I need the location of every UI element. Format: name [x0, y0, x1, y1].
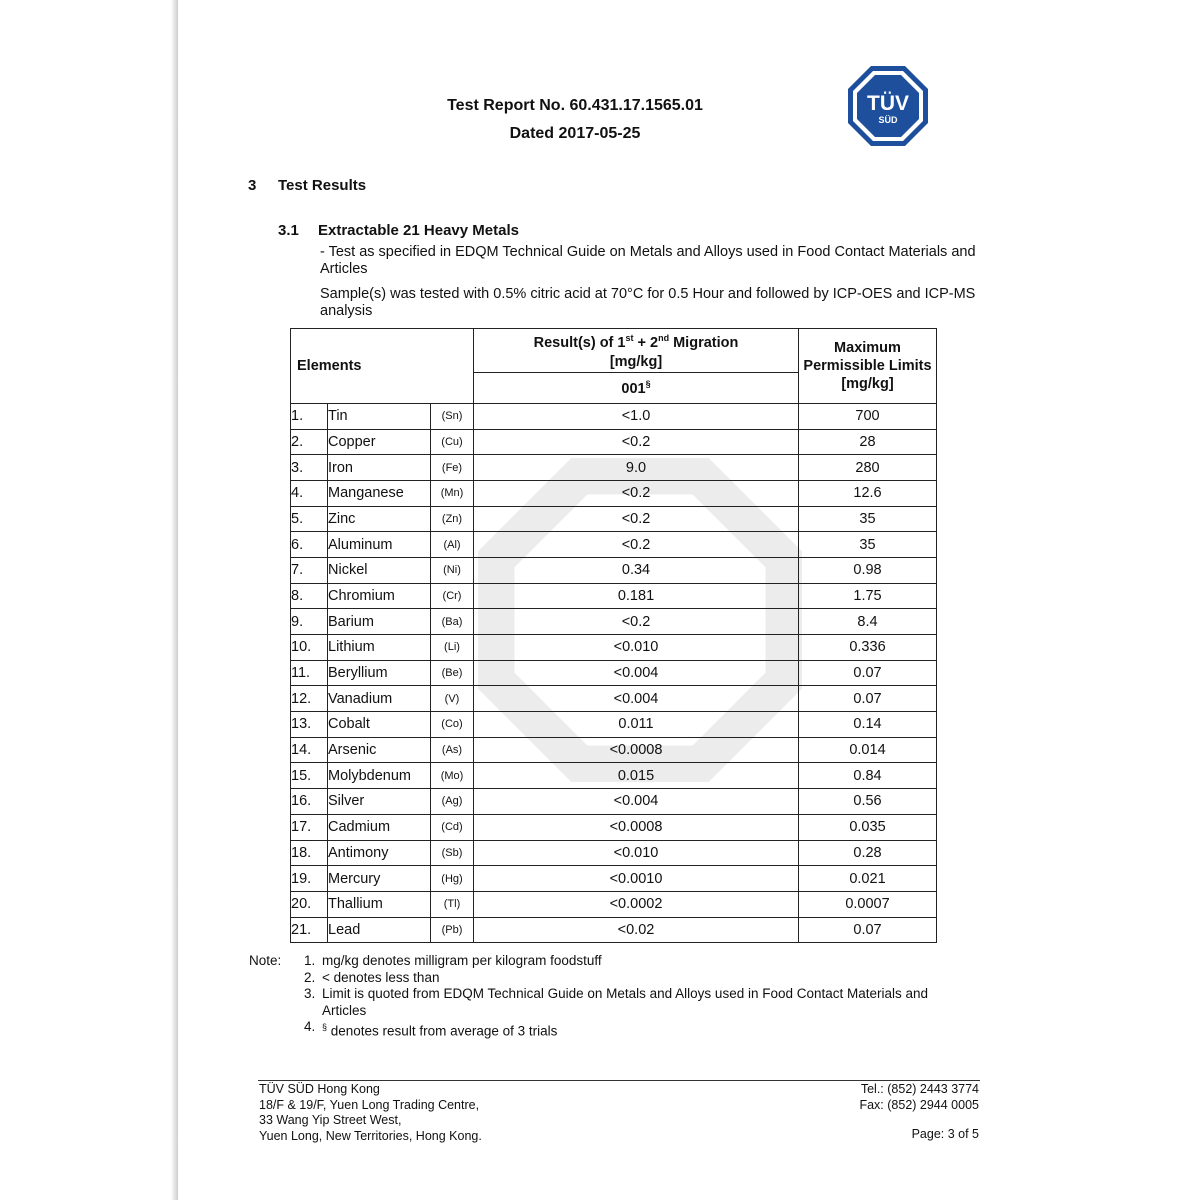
element-name: Arsenic — [328, 737, 431, 763]
limit-value: 8.4 — [799, 609, 937, 635]
result-value: <0.0002 — [474, 891, 799, 917]
element-symbol: (Li) — [431, 635, 474, 661]
element-symbol: (Sn) — [431, 403, 474, 429]
limit-value: 12.6 — [799, 480, 937, 506]
element-name: Zinc — [328, 506, 431, 532]
element-symbol: (Pb) — [431, 917, 474, 943]
row-number: 3. — [291, 455, 328, 481]
header-result: Result(s) of 1st + 2nd Migration [mg/kg] — [474, 329, 799, 373]
footer-addr-line: Yuen Long, New Territories, Hong Kong. — [259, 1128, 482, 1143]
table-row — [291, 480, 937, 506]
note-item: 2. < denotes less than — [304, 969, 440, 985]
limit-value: 0.84 — [799, 763, 937, 789]
tuv-sud-logo — [846, 64, 930, 148]
row-number: 9. — [291, 609, 328, 635]
section-heading — [248, 177, 366, 194]
subsection-title: Extractable 21 Heavy Metals — [318, 222, 519, 239]
element-symbol: (Ni) — [431, 557, 474, 583]
table-row — [291, 866, 937, 892]
result-value: <0.004 — [474, 789, 799, 815]
result-value: <0.2 — [474, 480, 799, 506]
element-symbol: (V) — [431, 686, 474, 712]
section-title: Test Results — [278, 177, 367, 194]
table-row — [291, 712, 937, 738]
table-row — [291, 840, 937, 866]
table-row — [291, 814, 937, 840]
table-row — [291, 532, 937, 558]
element-name: Copper — [328, 429, 431, 455]
note-item: 4. § denotes result from average of 3 trials — [304, 1019, 558, 1039]
element-symbol: (Mn) — [431, 480, 474, 506]
element-name: Tin — [328, 403, 431, 429]
limit-value: 0.021 — [799, 866, 937, 892]
notes-label: Note: — [249, 953, 282, 968]
result-value: <0.2 — [474, 532, 799, 558]
element-name: Lithium — [328, 635, 431, 661]
result-value: <0.02 — [474, 917, 799, 943]
row-number: 13. — [291, 712, 328, 738]
limit-value: 0.336 — [799, 635, 937, 661]
result-value: 0.34 — [474, 557, 799, 583]
header-sample-id: 001§ — [474, 372, 799, 403]
limit-value: 35 — [799, 506, 937, 532]
limit-value: 0.56 — [799, 789, 937, 815]
header-elements: Elements — [291, 329, 474, 404]
element-symbol: (Sb) — [431, 840, 474, 866]
element-name: Manganese — [328, 480, 431, 506]
limit-value: 700 — [799, 403, 937, 429]
subsection-number: 3.1 — [278, 222, 299, 239]
limit-value: 0.07 — [799, 917, 937, 943]
table-row — [291, 686, 937, 712]
row-number: 21. — [291, 917, 328, 943]
limit-value: 0.98 — [799, 557, 937, 583]
limit-value: 0.28 — [799, 840, 937, 866]
row-number: 14. — [291, 737, 328, 763]
note-item: 1. mg/kg denotes milligram per kilogram foodstuff — [304, 953, 602, 968]
row-number: 7. — [291, 557, 328, 583]
report-date: Dated 2017-05-25 — [509, 125, 641, 142]
result-value: <0.2 — [474, 609, 799, 635]
limit-value: 28 — [799, 429, 937, 455]
row-number: 4. — [291, 480, 328, 506]
row-number: 17. — [291, 814, 328, 840]
limit-value: 0.0007 — [799, 891, 937, 917]
header-max-limits: Maximum Permissible Limits [mg/kg] — [799, 329, 937, 404]
table-row — [291, 891, 937, 917]
table-row — [291, 506, 937, 532]
element-symbol: (Cu) — [431, 429, 474, 455]
header-result-unit: [mg/kg] — [609, 353, 663, 370]
element-name: Antimony — [328, 840, 431, 866]
table-row — [291, 789, 937, 815]
report-number: Test Report No. 60.431.17.1565.01 — [447, 97, 703, 114]
element-name: Beryllium — [328, 660, 431, 686]
table-row — [291, 429, 937, 455]
element-name: Cadmium — [328, 814, 431, 840]
table-row — [291, 737, 937, 763]
element-name: Molybdenum — [328, 763, 431, 789]
table-row — [291, 455, 937, 481]
footer-addr-line: 18/F & 19/F, Yuen Long Trading Centre, — [259, 1097, 480, 1112]
row-number: 15. — [291, 763, 328, 789]
limit-value: 0.07 — [799, 660, 937, 686]
table-row — [291, 403, 937, 429]
row-number: 10. — [291, 635, 328, 661]
limit-value: 280 — [799, 455, 937, 481]
table-row — [291, 660, 937, 686]
result-value: 0.015 — [474, 763, 799, 789]
element-name: Nickel — [328, 557, 431, 583]
table-row — [291, 917, 937, 943]
row-number: 6. — [291, 532, 328, 558]
table-row — [291, 557, 937, 583]
logo-sud-text: SÜD — [878, 115, 898, 125]
element-symbol: (Ba) — [431, 609, 474, 635]
element-symbol: (Hg) — [431, 866, 474, 892]
result-value: <0.2 — [474, 506, 799, 532]
limit-value: 0.14 — [799, 712, 937, 738]
limit-value: 35 — [799, 532, 937, 558]
section-number: 3 — [248, 177, 257, 194]
element-name: Thallium — [328, 891, 431, 917]
element-name: Aluminum — [328, 532, 431, 558]
limit-value: 0.035 — [799, 814, 937, 840]
result-value: <0.2 — [474, 429, 799, 455]
element-symbol: (As) — [431, 737, 474, 763]
report-header — [395, 92, 755, 148]
footer-fax: Fax: (852) 2944 0005 — [859, 1097, 979, 1112]
limit-value: 0.07 — [799, 686, 937, 712]
result-value: <1.0 — [474, 403, 799, 429]
element-symbol: (Cd) — [431, 814, 474, 840]
notes-list — [304, 953, 944, 1040]
subsection-heading — [278, 222, 519, 239]
result-value: <0.0010 — [474, 866, 799, 892]
result-value: 0.011 — [474, 712, 799, 738]
result-value: <0.010 — [474, 635, 799, 661]
row-number: 2. — [291, 429, 328, 455]
logo-tuv-text: TÜV — [867, 92, 909, 115]
footer-company: TÜV SÜD Hong Kong — [259, 1082, 380, 1096]
element-symbol: (Mo) — [431, 763, 474, 789]
table-row — [291, 609, 937, 635]
row-number: 20. — [291, 891, 328, 917]
element-symbol: (Zn) — [431, 506, 474, 532]
result-value: <0.010 — [474, 840, 799, 866]
footer-addr-line: 33 Wang Yip Street West, — [259, 1113, 402, 1127]
element-symbol: (Al) — [431, 532, 474, 558]
page-edge-shadow — [0, 0, 178, 1200]
row-number: 16. — [291, 789, 328, 815]
row-number: 1. — [291, 403, 328, 429]
row-number: 11. — [291, 660, 328, 686]
element-symbol: (Cr) — [431, 583, 474, 609]
result-value: <0.0008 — [474, 737, 799, 763]
element-name: Iron — [328, 455, 431, 481]
table-row — [291, 635, 937, 661]
result-value: <0.0008 — [474, 814, 799, 840]
heavy-metals-table — [290, 328, 937, 943]
row-number: 19. — [291, 866, 328, 892]
test-method-description: - Test as specified in EDQM Technical Guide on Metals and Alloys used in Food Contact Materials and Articles — [320, 244, 976, 277]
element-name: Silver — [328, 789, 431, 815]
element-name: Vanadium — [328, 686, 431, 712]
element-name: Barium — [328, 609, 431, 635]
result-value: <0.004 — [474, 660, 799, 686]
limit-value: 0.014 — [799, 737, 937, 763]
row-number: 12. — [291, 686, 328, 712]
footer-tel: Tel.: (852) 2443 3774 — [860, 1082, 979, 1096]
table-row — [291, 583, 937, 609]
page-number: Page: 3 of 5 — [911, 1127, 979, 1141]
row-number: 8. — [291, 583, 328, 609]
footer-contact — [859, 1082, 979, 1113]
result-value: 0.181 — [474, 583, 799, 609]
result-value: 9.0 — [474, 455, 799, 481]
row-number: 18. — [291, 840, 328, 866]
footer-divider — [258, 1080, 980, 1081]
sample-condition-description: Sample(s) was tested with 0.5% citric acid at 70°C for 0.5 Hour and followed by ICP-OES and ICP-MS analysis — [320, 286, 976, 319]
element-symbol: (Fe) — [431, 455, 474, 481]
footer-address — [259, 1082, 482, 1144]
limit-value: 1.75 — [799, 583, 937, 609]
element-symbol: (Be) — [431, 660, 474, 686]
table-row — [291, 763, 937, 789]
note-item: 3. Limit is quoted from EDQM Technical Guide on Metals and Alloys used in Food Contact Materials and Articles — [304, 986, 929, 1018]
element-name: Mercury — [328, 866, 431, 892]
element-name: Lead — [328, 917, 431, 943]
element-symbol: (Ag) — [431, 789, 474, 815]
element-name: Chromium — [328, 583, 431, 609]
element-symbol: (Tl) — [431, 891, 474, 917]
element-name: Cobalt — [328, 712, 431, 738]
row-number: 5. — [291, 506, 328, 532]
result-value: <0.004 — [474, 686, 799, 712]
element-symbol: (Co) — [431, 712, 474, 738]
